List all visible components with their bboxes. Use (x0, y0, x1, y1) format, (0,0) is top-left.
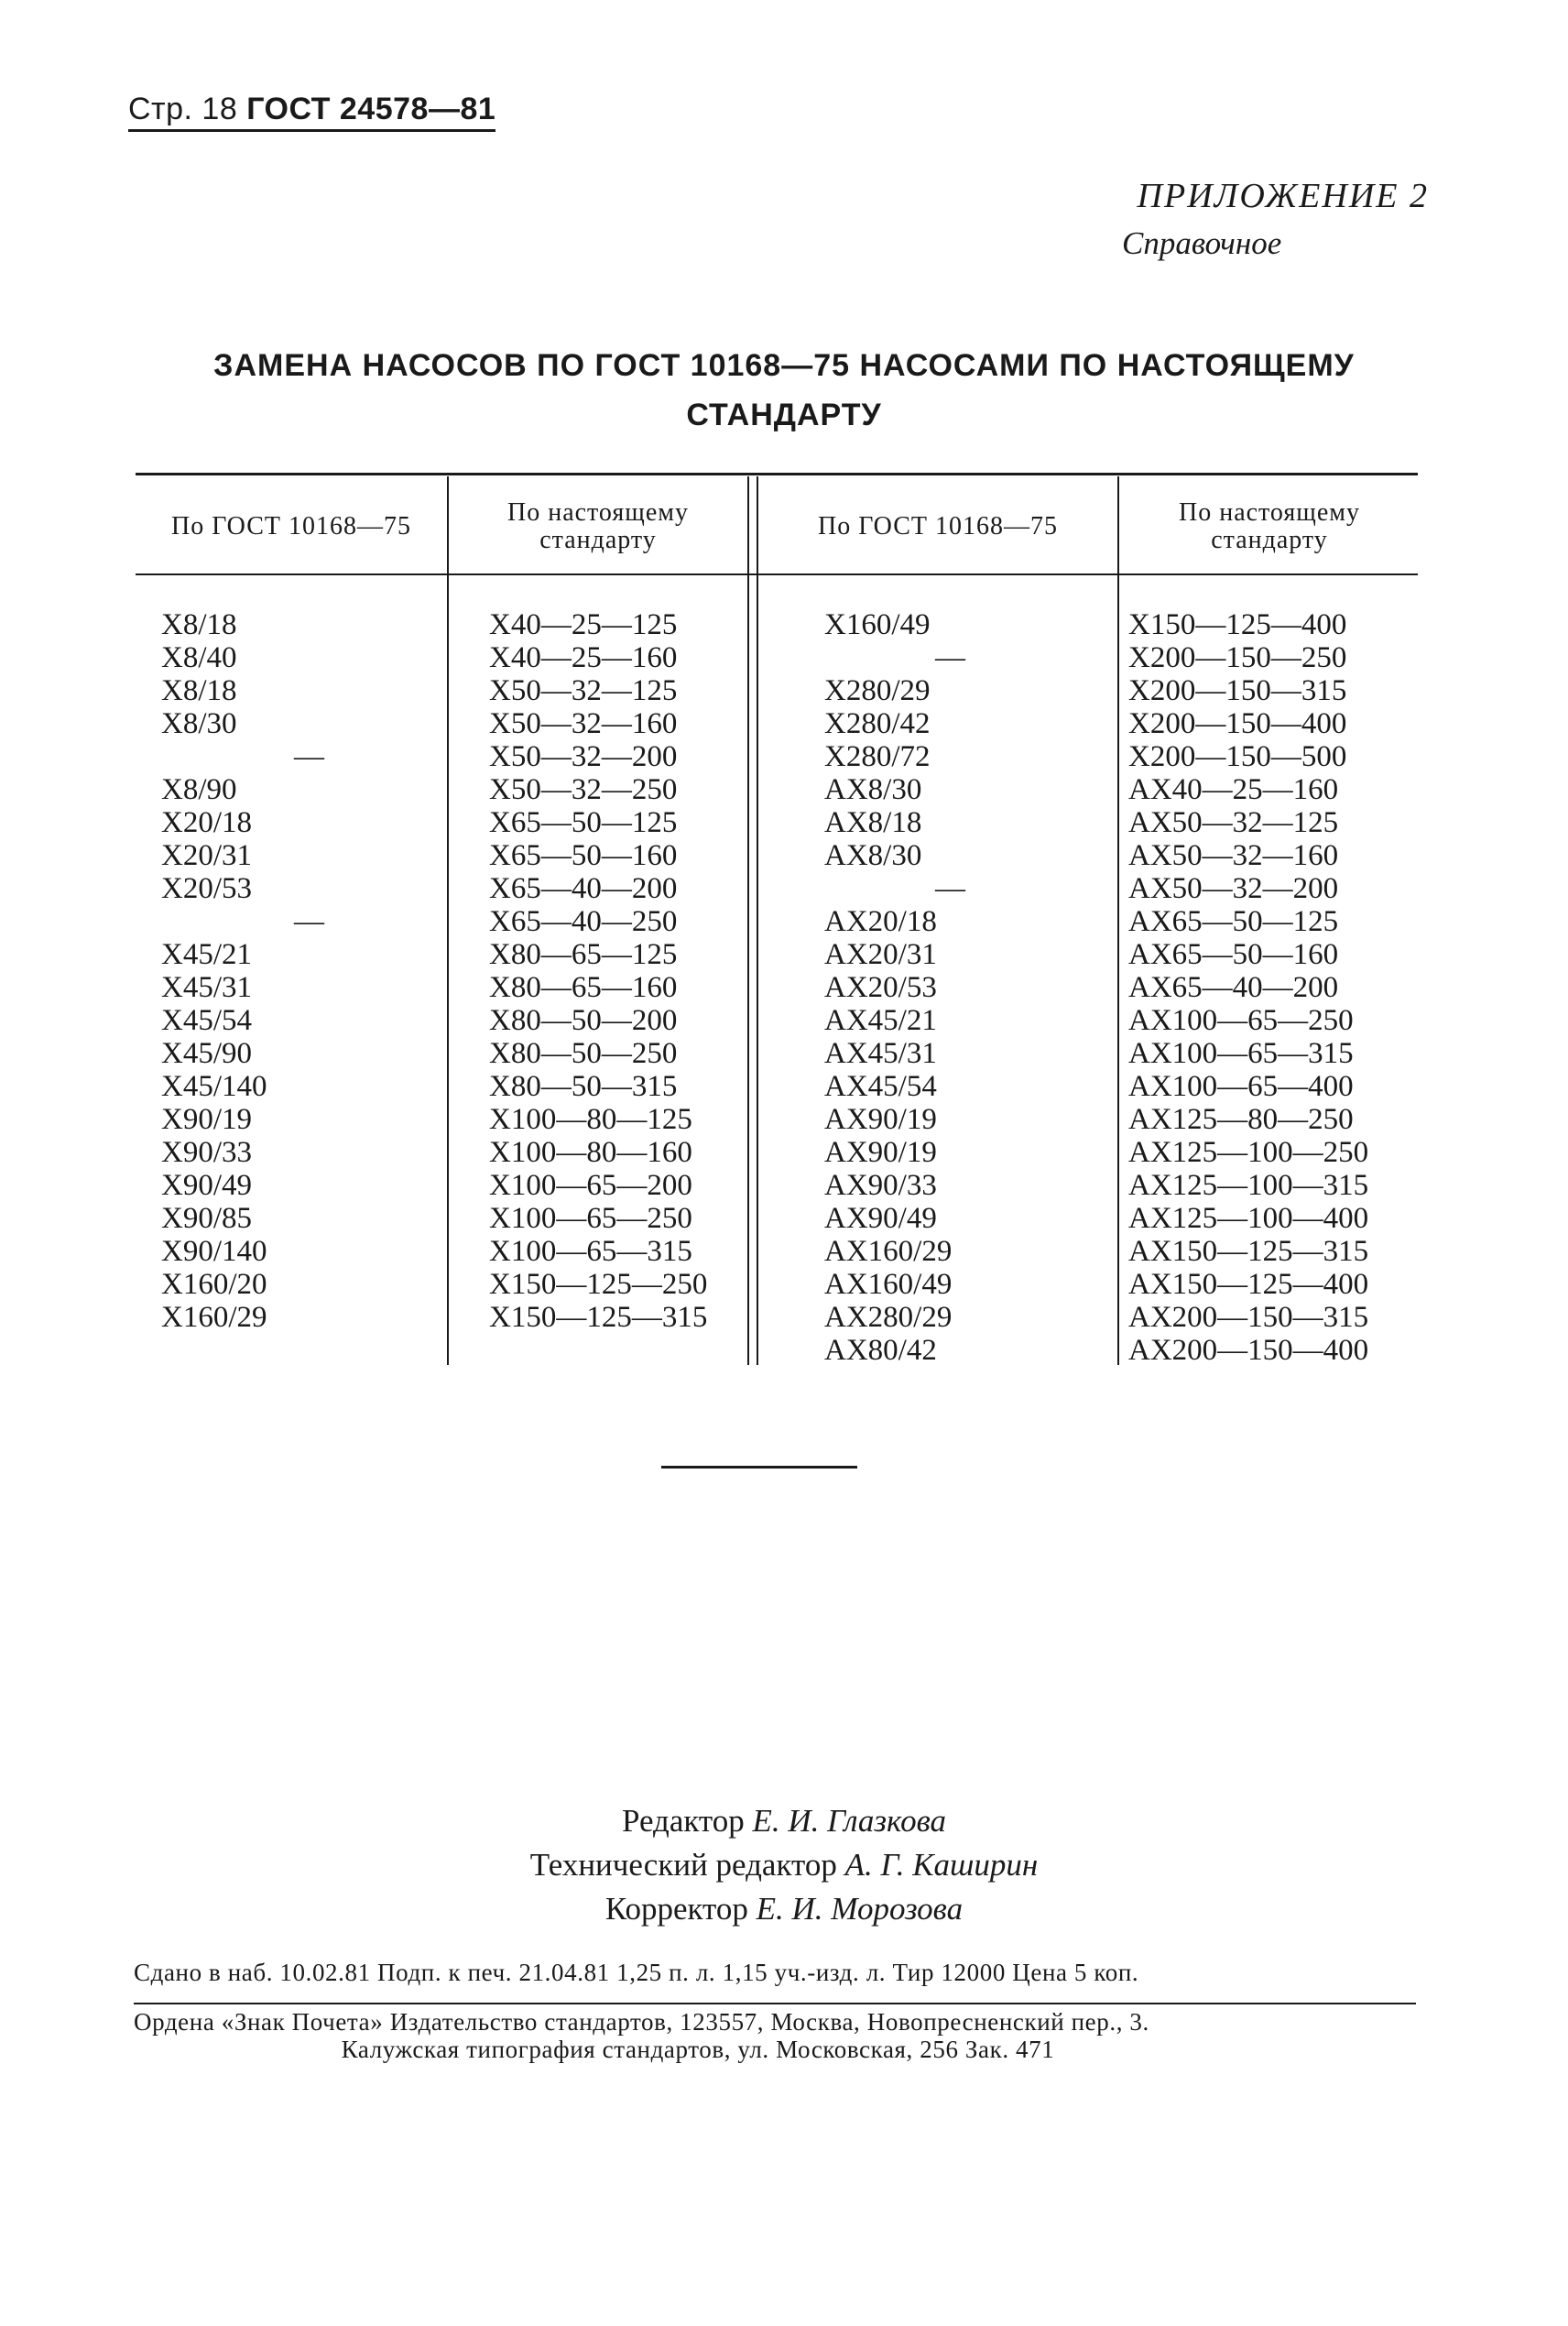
table-cell: АХ45/54 (824, 1070, 937, 1103)
table-cell: АХ150—125—315 (1128, 1235, 1369, 1268)
table-cell: АХ50—32—160 (1128, 839, 1339, 872)
table-cell: Х40—25—160 (489, 641, 678, 674)
table-cell: АХ280/29 (824, 1301, 953, 1334)
table-cell: Х50—32—250 (489, 773, 678, 806)
table-cell: Х8/30 (161, 707, 237, 740)
table-cell: Х100—65—200 (489, 1169, 692, 1202)
table-cell: АХ65—50—125 (1128, 905, 1339, 938)
table-cell: — (294, 740, 324, 773)
table-cell: АХ90/49 (824, 1202, 937, 1235)
credit-role: Редактор (621, 1803, 745, 1839)
table-cell: АХ20/18 (824, 905, 937, 938)
imprint-printer: Калужская типография стандартов, ул. Московская, 256 Зак. 471 (341, 2036, 1055, 2063)
appendix-subtitle: Справочное (1122, 225, 1282, 261)
document-title-line: СТАНДАРТУ (686, 398, 882, 432)
table-cell: Х8/18 (161, 674, 237, 707)
table-cell: Х280/29 (824, 674, 931, 707)
credit-name: Е. И. Морозова (756, 1891, 964, 1927)
table-cell: АХ20/53 (824, 971, 937, 1004)
column-divider (1117, 476, 1119, 1365)
table-cell: АХ8/18 (824, 806, 922, 839)
section-divider (661, 1466, 857, 1469)
column-divider (757, 476, 758, 1365)
table-cell: Х90/19 (161, 1103, 252, 1136)
table-cell: Х90/85 (161, 1202, 252, 1235)
table-cell: Х65—40—250 (489, 905, 678, 938)
page-number: Стр. 18 (128, 92, 238, 126)
column-divider (747, 476, 749, 1365)
column-header-old-standard: По ГОСТ 10168—75 (170, 512, 412, 541)
table-cell: АХ125—100—315 (1128, 1169, 1369, 1202)
credit-role: Технический редактор (529, 1847, 837, 1883)
column-header-new-standard: По настоящему стандарту (1179, 498, 1360, 554)
credit-role: Корректор (604, 1891, 748, 1927)
table-header-rule (136, 573, 1418, 575)
table-cell: АХ100—65—315 (1128, 1037, 1354, 1070)
table-cell: Х45/90 (161, 1037, 252, 1070)
document-title (128, 341, 1440, 440)
table-cell: Х50—32—160 (489, 707, 678, 740)
table-cell: Х200—150—250 (1128, 641, 1347, 674)
appendix-title: ПРИЛОЖЕНИЕ 2 (1137, 177, 1429, 215)
credit-proofreader (128, 1887, 1440, 1931)
table-cell: АХ200—150—315 (1128, 1301, 1369, 1334)
table-cell: АХ160/49 (824, 1268, 953, 1301)
table-cell: Х8/90 (161, 773, 237, 806)
credit-tech-editor (128, 1843, 1440, 1887)
table-cell: АХ50—32—200 (1128, 872, 1339, 905)
table-cell: АХ100—65—250 (1128, 1004, 1354, 1037)
table-cell: АХ45/31 (824, 1037, 937, 1070)
table-cell: АХ90/33 (824, 1169, 937, 1202)
table-cell: Х150—125—250 (489, 1268, 708, 1301)
table-column (161, 608, 344, 1334)
column-header-new-standard: По настоящему стандарту (507, 498, 689, 554)
table-cell: Х50—32—200 (489, 740, 678, 773)
table-cell: Х100—80—125 (489, 1103, 692, 1136)
credit-name: Е. И. Глазкова (752, 1803, 947, 1839)
imprint-print-info: Сдано в наб. 10.02.81 Подп. к печ. 21.04.81 1,25 п. л. 1,15 уч.-изд. л. Тир 12000 Цена 5 коп. (134, 1959, 1139, 1986)
table-cell: Х40—25—125 (489, 608, 678, 641)
table-cell: Х90/140 (161, 1235, 267, 1268)
table-top-rule (136, 473, 1418, 475)
table-cell: АХ45/21 (824, 1004, 937, 1037)
table-cell: АХ100—65—400 (1128, 1070, 1354, 1103)
table-cell: Х45/140 (161, 1070, 267, 1103)
table-cell: АХ40—25—160 (1128, 773, 1339, 806)
imprint-rule (134, 2003, 1416, 2004)
table-cell: Х280/72 (824, 740, 931, 773)
table-cell: Х90/49 (161, 1169, 252, 1202)
table-cell: Х20/31 (161, 839, 252, 872)
table-cell: — (294, 905, 324, 938)
table-cell: Х100—80—160 (489, 1136, 692, 1169)
table-column (824, 608, 1035, 1367)
table-cell: — (935, 872, 965, 905)
table-cell: Х8/18 (161, 608, 237, 641)
table-cell: АХ8/30 (824, 839, 922, 872)
table-cell: Х80—50—250 (489, 1037, 678, 1070)
table-cell: АХ20/31 (824, 938, 937, 971)
table-cell: АХ90/19 (824, 1136, 937, 1169)
credit-name: А. Г. Каширин (844, 1847, 1039, 1883)
imprint-publisher: Ордена «Знак Почета» Издательство стандартов, 123557, Москва, Новопресненский пер., 3. (134, 2008, 1149, 2036)
table-cell: Х80—50—200 (489, 1004, 678, 1037)
table-column (489, 608, 727, 1334)
table-cell: Х100—65—250 (489, 1202, 692, 1235)
table-cell: Х90/33 (161, 1136, 252, 1169)
page-header (128, 92, 495, 132)
table-cell: АХ150—125—400 (1128, 1268, 1369, 1301)
table-cell: Х45/54 (161, 1004, 252, 1037)
table-cell: Х20/53 (161, 872, 252, 905)
table-cell: Х160/29 (161, 1301, 267, 1334)
standard-number: ГОСТ 24578—81 (246, 92, 496, 126)
table-cell: Х65—50—160 (489, 839, 678, 872)
table-cell: АХ80/42 (824, 1334, 937, 1367)
table-cell: АХ200—150—400 (1128, 1334, 1369, 1367)
table-cell: Х100—65—315 (489, 1235, 692, 1268)
table-cell: Х80—65—125 (489, 938, 678, 971)
table-cell: АХ160/29 (824, 1235, 953, 1268)
table-cell: Х20/18 (161, 806, 252, 839)
table-cell: АХ50—32—125 (1128, 806, 1339, 839)
table-cell: Х160/49 (824, 608, 931, 641)
table-cell: АХ125—100—400 (1128, 1202, 1369, 1235)
table-cell: АХ125—100—250 (1128, 1136, 1369, 1169)
table-cell: Х150—125—315 (489, 1301, 708, 1334)
table-cell: АХ65—40—200 (1128, 971, 1339, 1004)
document-title-line: ЗАМЕНА НАСОСОВ ПО ГОСТ 10168—75 НАСОСАМИ ПО НАСТОЯЩЕМУ (213, 348, 1355, 383)
table-cell: Х200—150—400 (1128, 707, 1347, 740)
table-cell: АХ90/19 (824, 1103, 937, 1136)
table-cell: Х65—40—200 (489, 872, 678, 905)
table-cell: — (935, 641, 965, 674)
table-cell: АХ125—80—250 (1128, 1103, 1354, 1136)
table-cell: Х200—150—315 (1128, 674, 1347, 707)
table-cell: Х160/20 (161, 1268, 267, 1301)
table-column (1128, 608, 1412, 1367)
table-cell: АХ65—50—160 (1128, 938, 1339, 971)
table-cell: Х50—32—125 (489, 674, 678, 707)
credit-editor (128, 1799, 1440, 1843)
table-cell: Х45/31 (161, 971, 252, 1004)
table-cell: Х200—150—500 (1128, 740, 1347, 773)
column-header-old-standard: По ГОСТ 10168—75 (817, 512, 1059, 541)
table-cell: Х280/42 (824, 707, 931, 740)
table-cell: Х80—65—160 (489, 971, 678, 1004)
table-cell: Х65—50—125 (489, 806, 678, 839)
table-cell: АХ8/30 (824, 773, 922, 806)
table-cell: Х80—50—315 (489, 1070, 678, 1103)
column-divider (447, 476, 449, 1365)
table-cell: Х150—125—400 (1128, 608, 1347, 641)
table-cell: Х45/21 (161, 938, 252, 971)
table-cell: Х8/40 (161, 641, 237, 674)
